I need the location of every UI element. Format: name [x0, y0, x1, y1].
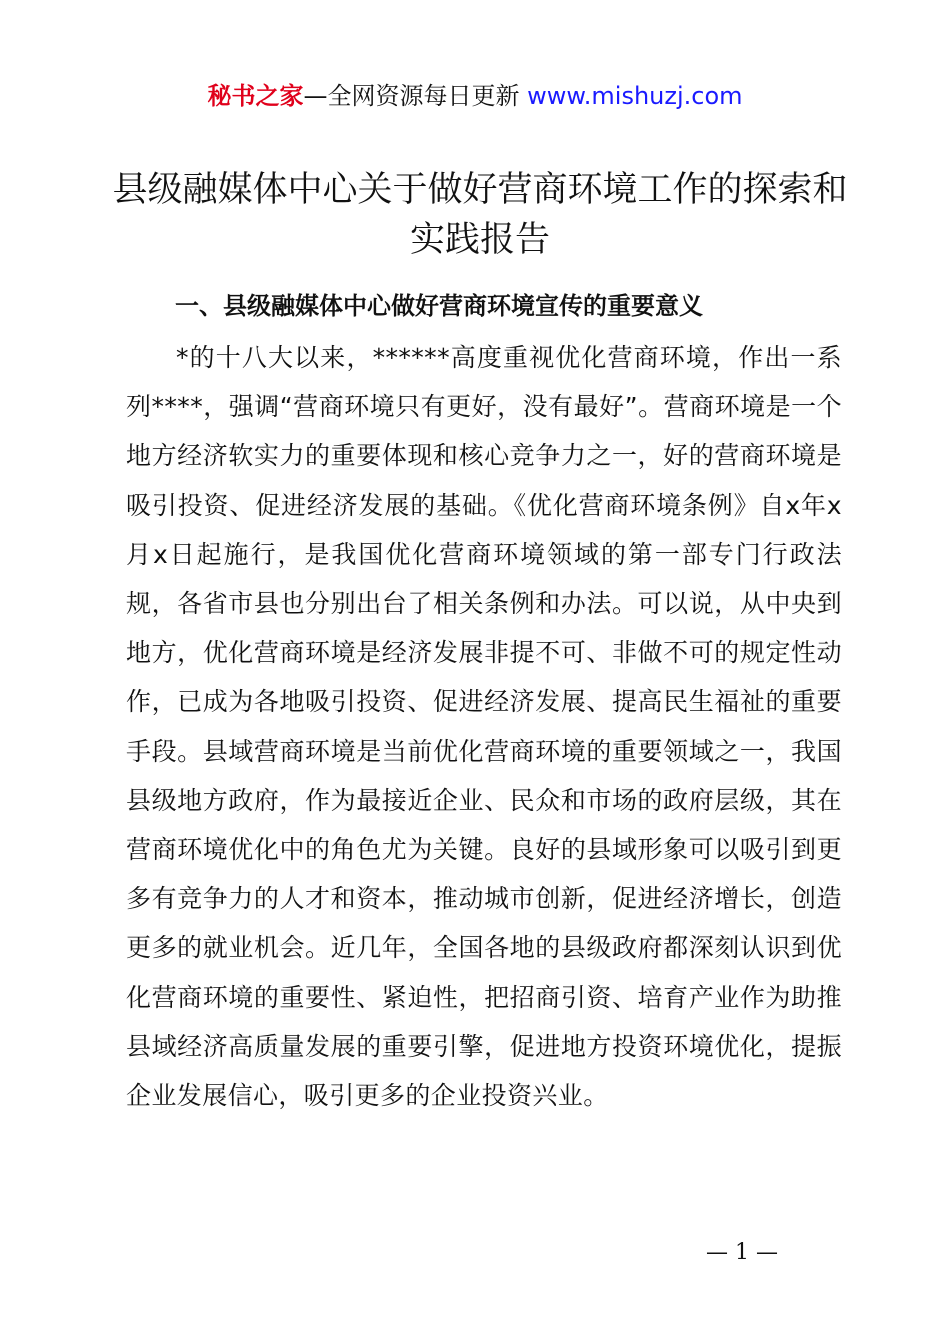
- site-banner: [0, 80, 950, 112]
- banner-slogan: —全网资源每日更新: [303, 82, 520, 110]
- page-number: — 1 —: [706, 1240, 778, 1265]
- section-heading: 一、县级融媒体中心做好营商环境宣传的重要意义: [175, 292, 703, 320]
- brand-name: 秘书之家: [207, 82, 304, 110]
- body-paragraph: *的十八大以来，******高度重视优化营商环境，作出一系列****，强调“营商环境只有更好，没有最好”。营商环境是一个地方经济软实力的重要体现和核心竞争力之一，好的营商环境是吸引投资、促进经济发展的基础。《优化营商环境条例》自x年x月x日起施行，是我国优化营商环境领域的第一部专门行政法规，各省市县也分别出台了相关条例和办法。可以说，从中央到地方，优化营商环境是经济发展非提不可、非做不可的规定性动作，已成为各地吸引投资、促进经济发展、提高民生福祉的重要手段。县域营商环境是当前优化营商环境的重要领域之一，我国县级地方政府，作为最接近企业、民众和市场的政府层级，其在营商环境优化中的角色尤为关键。良好的县域形象可以吸引到更多有竞争力的人才和资本，推动城市创新，促进经济增长，创造更多的就业机会。近几年，全国各地的县级政府都深刻认识到优化营商环境的重要性、紧迫性，把招商引资、培育产业作为助推县域经济高质量发展的重要引擎，促进地方投资环境优化，提振企业发展信心，吸引更多的企业投资兴业。: [126, 343, 842, 1111]
- document-title: 县级融媒体中心关于做好营商环境工作的探索和实践报告: [112, 170, 848, 260]
- site-url-link[interactable]: www.mishuzj.com: [527, 82, 743, 110]
